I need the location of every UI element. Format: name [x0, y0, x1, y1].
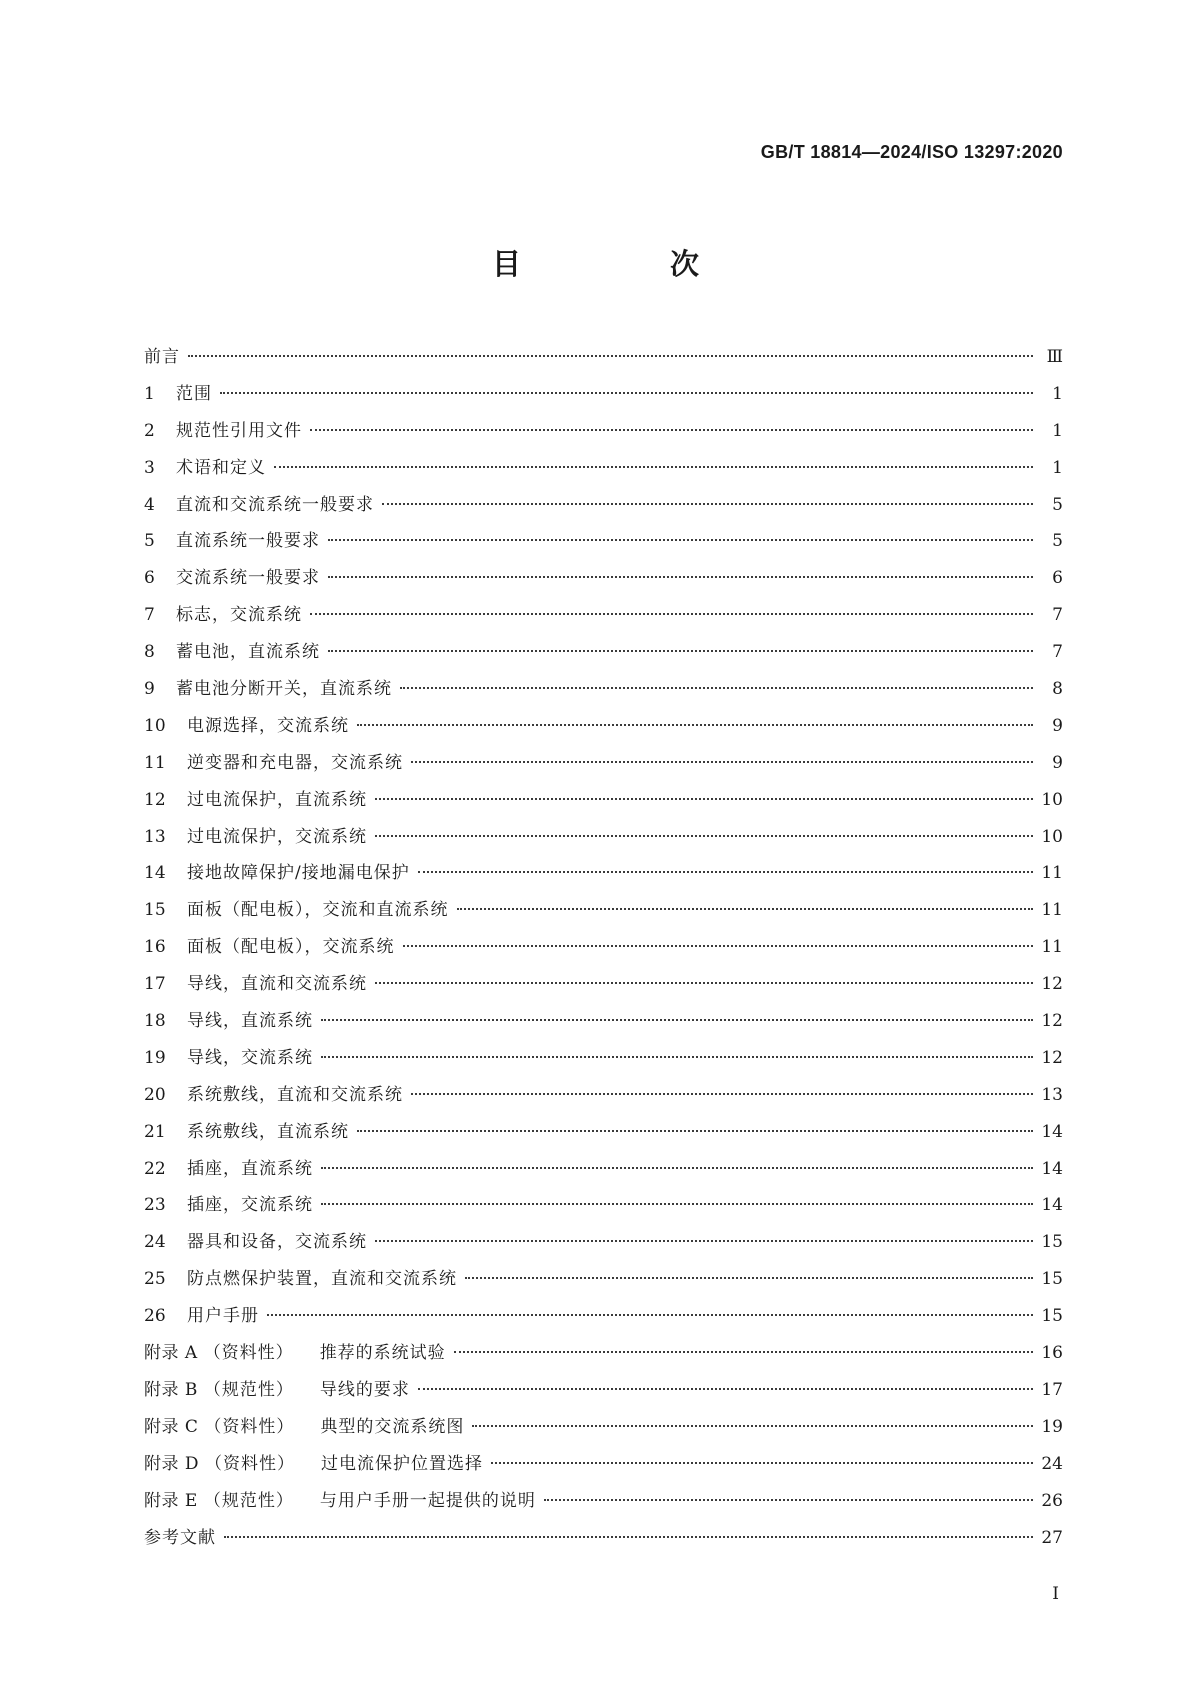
toc-entry-label: 插座，交流系统 [187, 1195, 313, 1216]
toc-entry-number: 19 [144, 1047, 166, 1068]
toc-entry[interactable] [144, 819, 1063, 856]
toc-entry-page: 12 [1041, 974, 1063, 995]
toc-entry-number: 16 [144, 937, 166, 958]
toc-entry-page: 1 [1052, 457, 1063, 478]
toc-entry-number: 26 [144, 1306, 166, 1327]
toc-entry-number: 14 [144, 863, 166, 884]
dot-leader [457, 907, 1034, 910]
dot-leader [267, 1313, 1033, 1316]
toc-entry[interactable] [144, 745, 1063, 782]
toc-entry-label: 过电流保护，直流系统 [187, 789, 367, 810]
appendix-prefix: 附录 A [144, 1343, 198, 1364]
toc-entry-number: 12 [144, 789, 166, 810]
toc-entry-label: 参考文献 [144, 1527, 216, 1548]
toc-entry-number: 10 [144, 715, 166, 736]
toc-entry-label: 前言 [144, 347, 180, 367]
toc-entry-label: 导线，直流系统 [187, 1011, 313, 1032]
appendix-prefix: 附录 D [144, 1453, 200, 1474]
toc-entry-label: 逆变器和充电器，交流系统 [187, 752, 403, 773]
toc-entry-label: 直流系统一般要求 [176, 531, 320, 552]
toc-entry-page: 27 [1041, 1527, 1063, 1548]
toc-entry-label: 导线，交流系统 [187, 1047, 313, 1068]
dot-leader [321, 1055, 1033, 1058]
toc-entry-page: 11 [1041, 937, 1063, 958]
toc-entry-number: 9 [144, 679, 155, 700]
toc-entry-label: 防点燃保护装置，直流和交流系统 [187, 1269, 457, 1290]
toc-entry-page: 19 [1041, 1416, 1063, 1437]
appendix-prefix: 附录 B [144, 1379, 198, 1400]
dot-leader [400, 686, 1033, 689]
toc-entry-number: 24 [144, 1232, 166, 1253]
toc-entry[interactable] [144, 487, 1063, 524]
toc-entry-page: 11 [1041, 900, 1063, 921]
toc-entry[interactable] [144, 671, 1063, 708]
appendix-prefix: 附录 C [144, 1416, 199, 1437]
toc-entry-number: 4 [144, 494, 155, 515]
dot-leader [328, 575, 1033, 578]
toc-entry-label: 系统敷线，直流系统 [187, 1121, 349, 1142]
toc-entry-page: 15 [1041, 1306, 1063, 1327]
toc-entry-page: 16 [1041, 1343, 1063, 1364]
toc-entry-references[interactable] [144, 1520, 1063, 1557]
toc-entry-label: 面板（配电板），交流系统 [187, 937, 395, 958]
toc-entry-number: 11 [144, 752, 166, 773]
toc-entry-page: 13 [1041, 1084, 1063, 1105]
toc-appendix-d[interactable] [144, 1446, 1063, 1483]
toc-entry-page: 15 [1041, 1269, 1063, 1290]
toc-entry-number: 6 [144, 568, 155, 589]
dot-leader [375, 797, 1033, 800]
toc-entry-number: 3 [144, 457, 155, 478]
toc-entry[interactable] [144, 413, 1063, 450]
toc-entry-page: 14 [1041, 1195, 1063, 1216]
toc-entry-page: 12 [1041, 1047, 1063, 1068]
dot-leader [403, 944, 1034, 947]
toc-entry-label: 面板（配电板），交流和直流系统 [187, 900, 449, 921]
toc-entry-page: 5 [1052, 531, 1063, 552]
toc-entry-number: 13 [144, 826, 166, 847]
toc-entry-number: 15 [144, 900, 166, 921]
toc-entry-label: 器具和设备，交流系统 [187, 1232, 367, 1253]
toc-entry[interactable] [144, 376, 1063, 413]
toc-entry-number: 7 [144, 605, 155, 626]
toc-entry-page: 5 [1052, 494, 1063, 515]
appendix-title: 导线的要求 [319, 1379, 410, 1400]
toc-appendix-e[interactable] [144, 1483, 1063, 1520]
appendix-title: 推荐的系统试验 [319, 1343, 446, 1364]
toc-entry-page: 1 [1052, 420, 1063, 441]
toc-entry-number: 25 [144, 1269, 166, 1290]
dot-leader [418, 870, 1033, 873]
dot-leader [310, 612, 1033, 615]
appendix-category: （资料性） [204, 1416, 295, 1437]
table-of-contents [144, 339, 1063, 1556]
toc-entry[interactable] [144, 1077, 1063, 1114]
toc-entry[interactable] [144, 560, 1063, 597]
toc-entry-label: 交流系统一般要求 [176, 568, 320, 589]
toc-entry[interactable] [144, 1003, 1063, 1040]
toc-entry[interactable] [144, 708, 1063, 745]
appendix-category: （资料性） [203, 1343, 294, 1364]
toc-entry-number: 23 [144, 1195, 166, 1216]
toc-entry-number: 22 [144, 1158, 166, 1179]
toc-entry-label: 电源选择，交流系统 [187, 715, 349, 736]
dot-leader [188, 354, 1033, 357]
toc-entry-number: 18 [144, 1011, 166, 1032]
toc-entry-number: 21 [144, 1121, 166, 1142]
toc-entry-label: 系统敷线，直流和交流系统 [187, 1084, 403, 1105]
toc-entry-page: 17 [1041, 1379, 1063, 1400]
toc-entry-page: 10 [1041, 789, 1063, 810]
toc-entry-label: 标志，交流系统 [176, 605, 302, 626]
toc-entry[interactable] [144, 966, 1063, 1003]
toc-entry-page: 7 [1052, 605, 1063, 626]
dot-leader [224, 1535, 1033, 1538]
toc-entry-page: Ⅲ [1046, 347, 1063, 367]
dot-leader [411, 760, 1033, 763]
appendix-title: 过电流保护位置选择 [321, 1453, 484, 1474]
dot-leader [465, 1276, 1033, 1279]
toc-appendix-a[interactable] [144, 1335, 1063, 1372]
toc-entry-label: 规范性引用文件 [176, 420, 302, 441]
toc-entry-label: 术语和定义 [176, 457, 266, 478]
toc-entry-label: 蓄电池分断开关，直流系统 [176, 679, 392, 700]
appendix-category: （规范性） [203, 1379, 294, 1400]
toc-entry-number: 17 [144, 974, 166, 995]
toc-entry[interactable] [144, 1261, 1063, 1298]
toc-entry-page: 11 [1041, 863, 1063, 884]
dot-leader [454, 1350, 1033, 1353]
toc-entry-number: 1 [144, 383, 155, 404]
toc-entry[interactable] [144, 1298, 1063, 1335]
toc-entry-page: 14 [1041, 1158, 1063, 1179]
toc-entry[interactable] [144, 782, 1063, 819]
dot-leader [382, 502, 1033, 505]
toc-entry[interactable] [144, 892, 1063, 929]
toc-entry-page: 1 [1052, 383, 1063, 404]
toc-entry-page: 12 [1041, 1011, 1063, 1032]
toc-entry-label: 蓄电池，直流系统 [176, 642, 320, 663]
appendix-category: （规范性） [203, 1490, 294, 1511]
dot-leader [321, 1166, 1033, 1169]
toc-entry-page: 15 [1041, 1232, 1063, 1253]
dot-leader [411, 1092, 1033, 1095]
page-title: 目 次 [491, 247, 759, 281]
toc-entry-page: 9 [1052, 715, 1063, 736]
toc-entry[interactable] [144, 855, 1063, 892]
toc-entry-label: 范围 [176, 383, 212, 404]
dot-leader [321, 1202, 1033, 1205]
toc-entry[interactable] [144, 523, 1063, 560]
dot-leader [321, 1018, 1033, 1021]
toc-entry-label: 用户手册 [187, 1306, 259, 1327]
dot-leader [220, 391, 1033, 394]
toc-entry-page: 7 [1052, 642, 1063, 663]
toc-entry-page: 24 [1041, 1453, 1063, 1474]
toc-entry[interactable] [144, 1151, 1063, 1188]
dot-leader [328, 538, 1033, 541]
standard-code: GB/T 18814—2024/ISO 13297:2020 [760, 142, 1063, 162]
dot-leader [418, 1387, 1033, 1390]
toc-entry[interactable] [144, 1040, 1063, 1077]
dot-leader [472, 1424, 1033, 1427]
toc-entry-page: 8 [1052, 679, 1063, 700]
appendix-title: 与用户手册一起提供的说明 [319, 1490, 536, 1511]
toc-entry-number: 20 [144, 1084, 166, 1105]
toc-entry-label: 接地故障保护/接地漏电保护 [187, 863, 410, 884]
toc-entry-label: 过电流保护，交流系统 [187, 826, 367, 847]
toc-entry-page: 26 [1041, 1490, 1063, 1511]
dot-leader [544, 1498, 1033, 1501]
appendix-category: （资料性） [205, 1453, 296, 1474]
dot-leader [328, 649, 1033, 652]
toc-entry-number: 8 [144, 642, 155, 663]
toc-entry-page: 9 [1052, 752, 1063, 773]
toc-entry-label: 插座，直流系统 [187, 1158, 313, 1179]
dot-leader [375, 981, 1033, 984]
toc-entry-foreword[interactable] [144, 339, 1063, 376]
page-number: I [1052, 1584, 1059, 1604]
dot-leader [357, 1129, 1033, 1132]
toc-entry[interactable] [144, 1224, 1063, 1261]
toc-entry-page: 14 [1041, 1121, 1063, 1142]
dot-leader [274, 465, 1033, 468]
appendix-prefix: 附录 E [144, 1490, 198, 1511]
toc-entry-number: 2 [144, 420, 155, 441]
dot-leader [375, 1239, 1033, 1242]
dot-leader [357, 723, 1033, 726]
toc-entry[interactable] [144, 1187, 1063, 1224]
toc-entry[interactable] [144, 450, 1063, 487]
toc-entry-page: 6 [1052, 568, 1063, 589]
toc-entry[interactable] [144, 1114, 1063, 1151]
toc-entry[interactable] [144, 634, 1063, 671]
toc-entry-number: 5 [144, 531, 155, 552]
dot-leader [310, 428, 1033, 431]
toc-appendix-c[interactable] [144, 1409, 1063, 1446]
toc-entry[interactable] [144, 597, 1063, 634]
toc-entry[interactable] [144, 929, 1063, 966]
toc-entry-label: 直流和交流系统一般要求 [176, 494, 374, 515]
toc-entry-page: 10 [1041, 826, 1063, 847]
appendix-title: 典型的交流系统图 [320, 1416, 465, 1437]
dot-leader [375, 834, 1033, 837]
dot-leader [491, 1461, 1033, 1464]
toc-entry-label: 导线，直流和交流系统 [187, 974, 367, 995]
toc-appendix-b[interactable] [144, 1372, 1063, 1409]
